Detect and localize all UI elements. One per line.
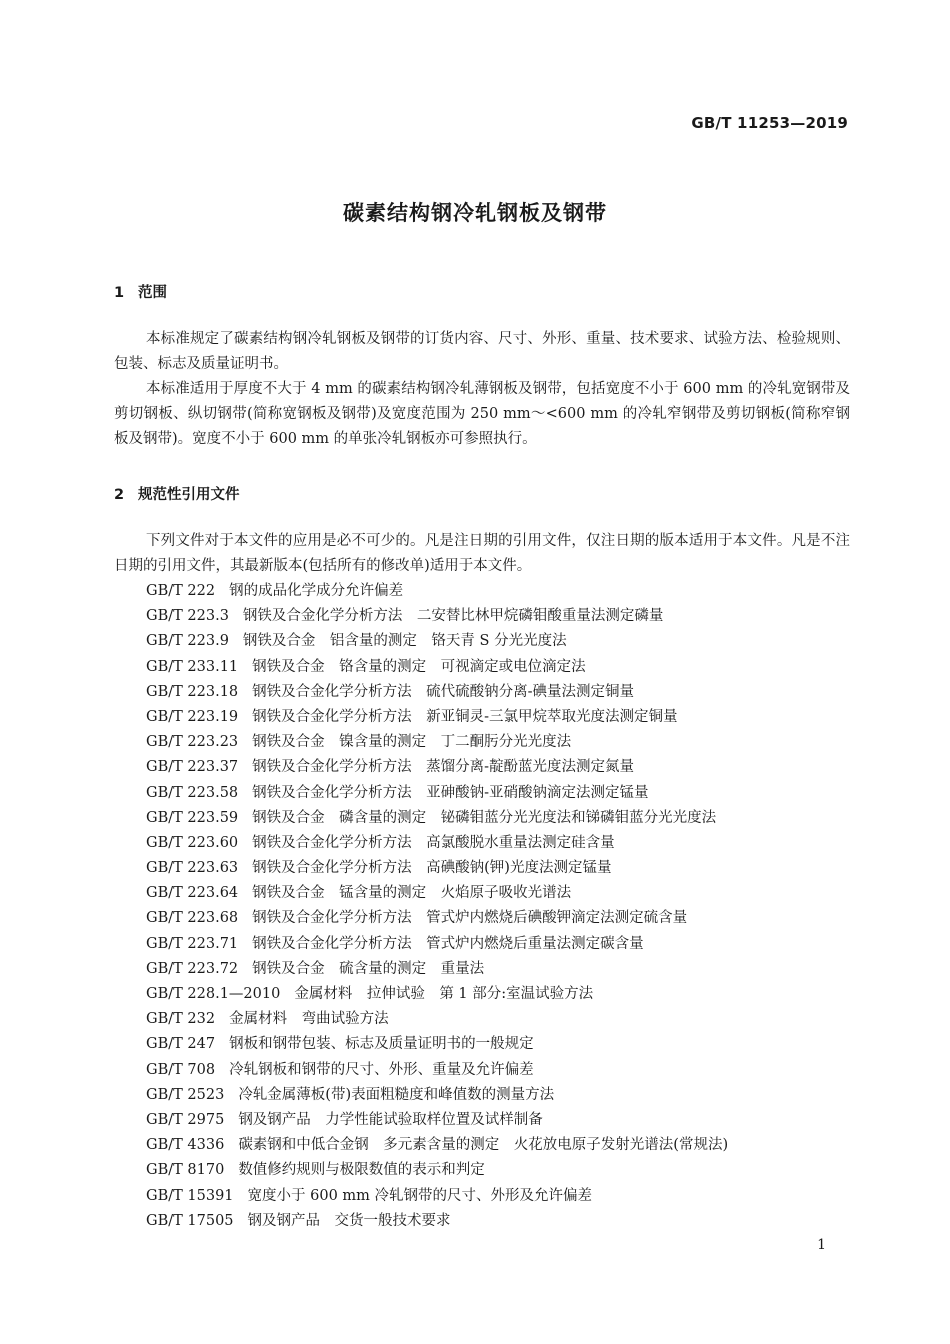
reference-code: GB/T 17505 <box>146 1212 234 1229</box>
section-number: 1 <box>114 285 125 301</box>
reference-title: 钢铁及合金 铝含量的测定 铬天青 S 分光光度法 <box>242 633 567 650</box>
reference-item <box>146 1058 728 1083</box>
page-number: 1 <box>817 1237 826 1253</box>
reference-item <box>146 831 728 856</box>
reference-item <box>146 755 728 780</box>
reference-code: GB/T 223.64 <box>146 885 239 902</box>
reference-item <box>146 856 728 881</box>
reference-item <box>146 579 728 604</box>
reference-title: 钢铁及合金化学分析方法 蒸馏分离-靛酚蓝光度法测定氮量 <box>252 759 635 776</box>
reference-title: 钢铁及合金化学分析方法 高氯酸脱水重量法测定硅含量 <box>252 834 615 851</box>
reference-title: 钢铁及合金化学分析方法 二安替比林甲烷磷钼酸重量法测定磷量 <box>242 608 664 625</box>
reference-item <box>146 1133 728 1158</box>
reference-code: GB/T 708 <box>146 1061 216 1078</box>
reference-code: GB/T 223.37 <box>146 759 239 776</box>
reference-title: 金属材料 拉伸试验 第 1 部分:室温试验方法 <box>294 986 594 1002</box>
reference-title: 钢铁及合金化学分析方法 亚砷酸钠-亚硝酸钠滴定法测定锰量 <box>252 784 649 801</box>
reference-code: GB/T 223.18 <box>146 683 239 700</box>
reference-title: 钢铁及合金 镍含量的测定 丁二酮肟分光光度法 <box>252 734 572 751</box>
reference-code: GB/T 2523 <box>146 1086 225 1103</box>
reference-item <box>146 957 728 982</box>
reference-title: 钢铁及合金 锰含量的测定 火焰原子吸收光谱法 <box>252 885 572 902</box>
reference-title: 钢铁及合金化学分析方法 高碘酸钠(钾)光度法测定锰量 <box>252 860 612 877</box>
reference-title: 碳素钢和中低合金钢 多元素含量的测定 火花放电原子发射光谱法(常规法) <box>238 1137 729 1154</box>
reference-title: 钢及钢产品 交货一般技术要求 <box>247 1212 451 1229</box>
reference-code: GB/T 223.3 <box>146 608 229 625</box>
reference-title: 钢的成品化学成分允许偏差 <box>229 583 404 599</box>
reference-code: GB/T 2975 <box>146 1111 225 1128</box>
reference-title: 宽度小于 600 mm 冷轧钢带的尺寸、外形及允许偏差 <box>247 1187 593 1204</box>
reference-title: 冷轧钢板和钢带的尺寸、外形、重量及允许偏差 <box>229 1061 534 1078</box>
section-heading-scope <box>114 281 167 302</box>
reference-item <box>146 982 728 1007</box>
reference-title: 钢及钢产品 力学性能试验取样位置及试样制备 <box>238 1111 543 1128</box>
reference-item <box>146 1007 728 1032</box>
reference-title: 钢铁及合金化学分析方法 管式炉内燃烧后重量法测定碳含量 <box>252 935 644 952</box>
reference-item <box>146 680 728 705</box>
reference-title: 钢铁及合金 铬含量的测定 可视滴定或电位滴定法 <box>252 658 586 675</box>
reference-item <box>146 730 728 755</box>
reference-item <box>146 881 728 906</box>
section-title: 规范性引用文件 <box>138 487 240 503</box>
reference-item <box>146 1032 728 1057</box>
reference-code: GB/T 223.58 <box>146 784 239 801</box>
reference-code: GB/T 223.63 <box>146 860 239 877</box>
reference-code: GB/T 15391 <box>146 1187 234 1204</box>
reference-item <box>146 629 728 654</box>
reference-title: 钢铁及合金 磷含量的测定 铋磷钼蓝分光光度法和锑磷钼蓝分光光度法 <box>252 809 717 826</box>
reference-list <box>146 579 728 1234</box>
reference-item <box>146 932 728 957</box>
reference-code: GB/T 228.1—2010 <box>146 986 281 1002</box>
reference-title: 钢板和钢带包装、标志及质量证明书的一般规定 <box>229 1036 534 1053</box>
reference-code: GB/T 223.59 <box>146 809 239 826</box>
reference-code: GB/T 223.23 <box>146 734 239 751</box>
reference-title: 钢铁及合金化学分析方法 新亚铜灵-三氯甲烷萃取光度法测定铜量 <box>252 708 678 725</box>
reference-code: GB/T 247 <box>146 1036 216 1053</box>
section-number: 2 <box>114 487 125 503</box>
reference-code: GB/T 232 <box>146 1011 216 1028</box>
scope-paragraph-1: 本标准规定了碳素结构钢冷轧钢板及钢带的订货内容、尺寸、外形、重量、技术要求、试验方法、检验规则、包装、标志及质量证明书。 <box>114 331 850 372</box>
reference-title: 钢铁及合金化学分析方法 管式炉内燃烧后碘酸钾滴定法测定硫含量 <box>252 910 688 927</box>
document-title: 碳素结构钢冷轧钢板及钢带 <box>343 201 607 225</box>
reference-item <box>146 1158 728 1183</box>
reference-item <box>146 655 728 680</box>
reference-title: 钢铁及合金化学分析方法 硫代硫酸钠分离-碘量法测定铜量 <box>252 683 635 700</box>
reference-code: GB/T 223.19 <box>146 708 239 725</box>
reference-item <box>146 806 728 831</box>
reference-code: GB/T 222 <box>146 583 216 599</box>
reference-item <box>146 1184 728 1209</box>
reference-code: GB/T 4336 <box>146 1137 225 1154</box>
reference-item <box>146 705 728 730</box>
reference-item <box>146 1209 728 1234</box>
reference-code: GB/T 223.9 <box>146 633 229 650</box>
reference-title: 冷轧金属薄板(带)表面粗糙度和峰值数的测量方法 <box>238 1086 555 1103</box>
section-heading-normative-references <box>114 483 240 504</box>
reference-item <box>146 604 728 629</box>
reference-title: 金属材料 弯曲试验方法 <box>229 1011 389 1028</box>
reference-code: GB/T 223.71 <box>146 935 239 952</box>
scope-paragraph-2: 本标准适用于厚度不大于 4 mm 的碳素结构钢冷轧薄钢板及钢带，包括宽度不小于 600 mm 的冷轧宽钢带及剪切钢板、纵切钢带(简称宽钢板及钢带)及宽度范围为 250 mm～<600 mm 的冷轧窄钢带及剪切钢板(简称窄钢板及钢带)。宽度不小于 600 mm 的单张冷轧钢板亦可参照执行。 <box>114 381 850 447</box>
reference-item <box>146 1108 728 1133</box>
reference-title: 数值修约规则与极限数值的表示和判定 <box>238 1162 485 1179</box>
references-intro-paragraph: 下列文件对于本文件的应用是必不可少的。凡是注日期的引用文件，仅注日期的版本适用于本文件。凡是不注日期的引用文件，其最新版本(包括所有的修改单)适用于本文件。 <box>114 533 850 574</box>
reference-code: GB/T 233.11 <box>146 658 239 675</box>
reference-item <box>146 906 728 931</box>
reference-code: GB/T 223.60 <box>146 834 239 851</box>
reference-title: 钢铁及合金 硫含量的测定 重量法 <box>252 960 485 977</box>
reference-code: GB/T 223.68 <box>146 910 239 927</box>
reference-code: GB/T 8170 <box>146 1162 225 1179</box>
standard-code: GB/T 11253—2019 <box>691 114 848 132</box>
reference-code: GB/T 223.72 <box>146 960 239 977</box>
reference-item <box>146 781 728 806</box>
reference-item <box>146 1083 728 1108</box>
section-title: 范围 <box>138 285 167 301</box>
